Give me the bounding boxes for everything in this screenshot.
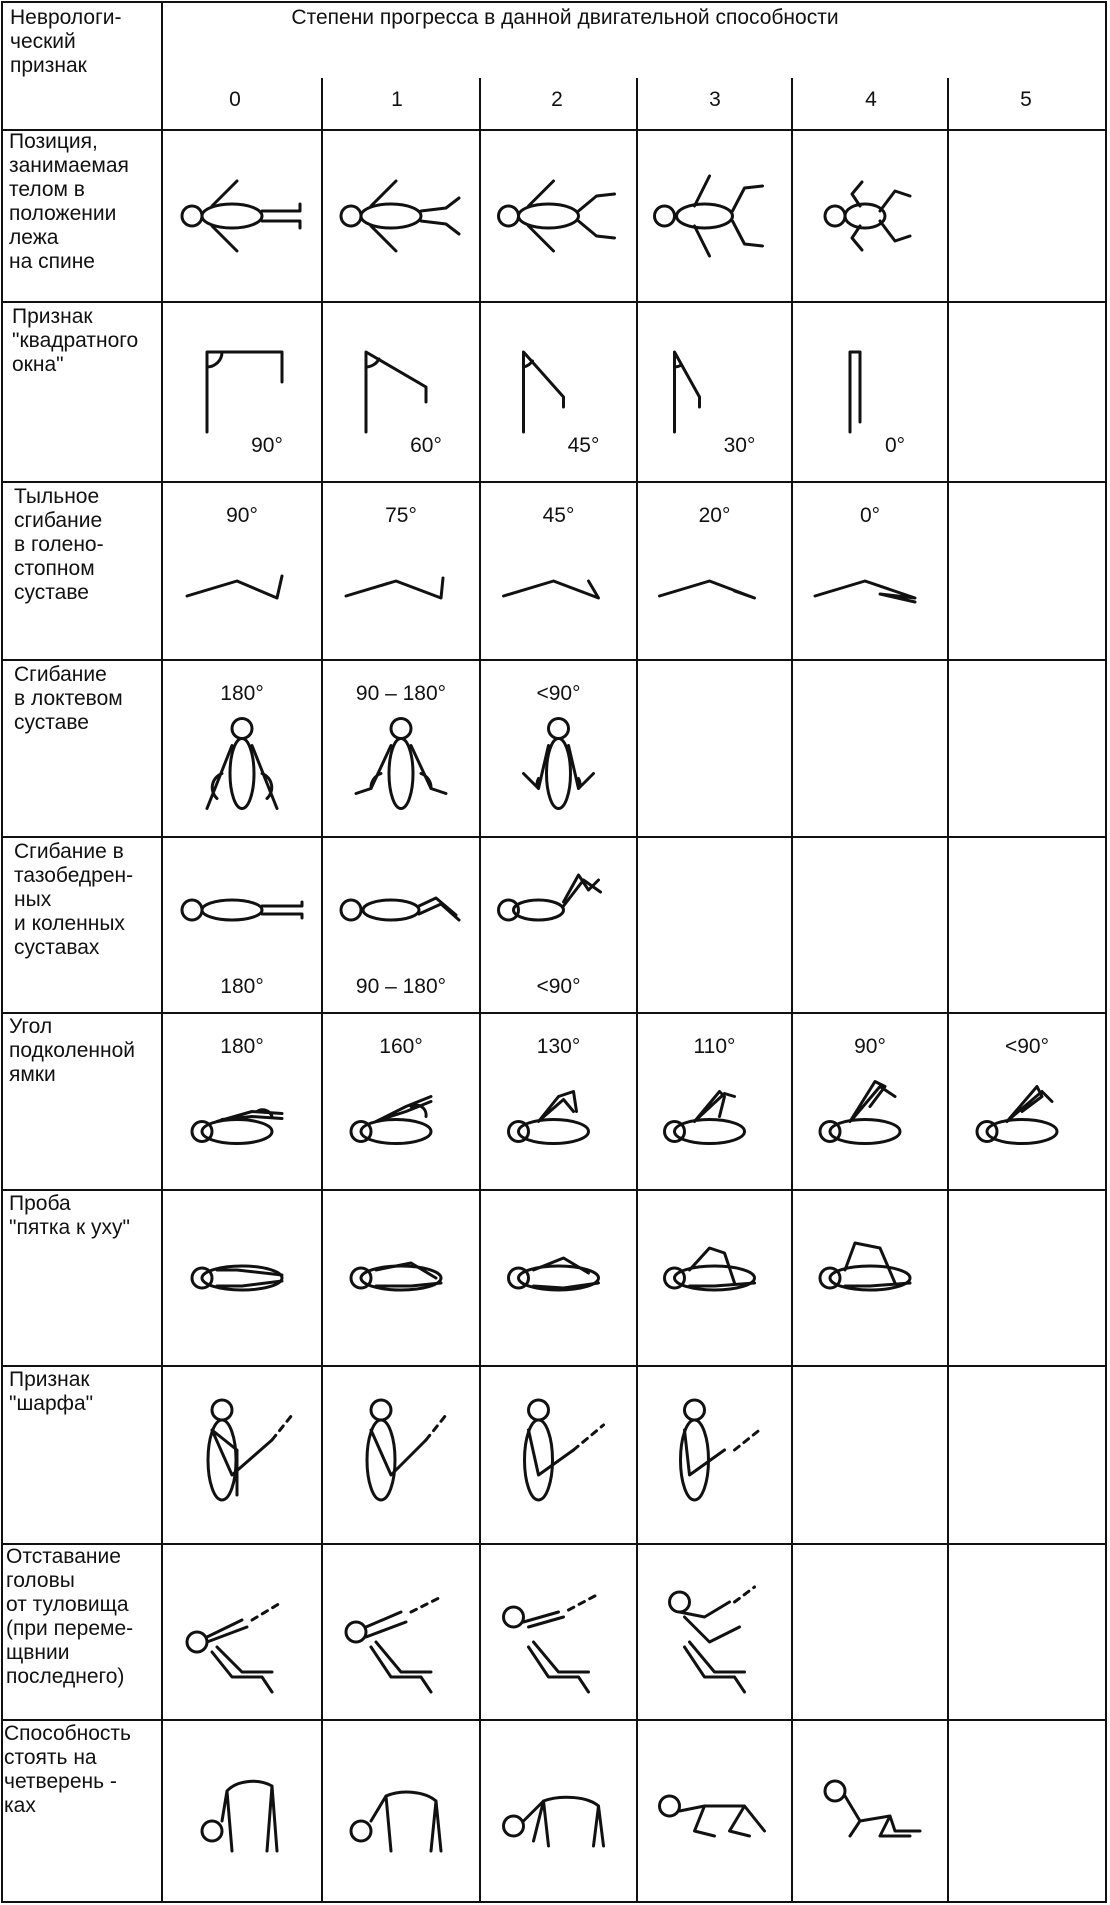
elbow-flexion-grade-1: 90 – 180° (355, 682, 447, 705)
all-fours-figure-1 (351, 1792, 441, 1851)
elbow-flexion-figure-1 (356, 719, 446, 809)
row-label-scarf-sign: Признак "шарфа" (9, 1368, 94, 1415)
ankle-dorsiflexion-grade-1: 75° (385, 504, 417, 527)
supine-posture-figure-2 (499, 181, 615, 251)
ankle-dorsiflexion-grade-3: 20° (698, 504, 731, 527)
heel-to-ear-figure-4 (820, 1243, 910, 1290)
column-number-5: 5 (1020, 88, 1032, 111)
popliteal-angle-figure-1 (351, 1097, 431, 1144)
popliteal-angle-grade-0: 180° (220, 1035, 264, 1058)
heel-to-ear-figure-0 (192, 1266, 282, 1290)
popliteal-angle-figure-5 (977, 1087, 1057, 1144)
square-window-figure-2 (524, 352, 564, 432)
header-sign-label: Неврологи- ческий признак (10, 6, 122, 77)
column-number-2: 2 (551, 88, 563, 111)
row-label-head-lag: Отставание головы от туловища (при переме- щвнии последнего) (6, 1545, 134, 1688)
hip-knee-flexion-grade-0: 180° (220, 975, 264, 998)
scarf-sign-figure-0 (208, 1400, 292, 1500)
table-grid (2, 2, 1106, 1902)
popliteal-angle-grade-4: 90° (854, 1035, 886, 1058)
ankle-dorsiflexion-grade-2: 45° (542, 504, 575, 527)
popliteal-angle-figure-3 (665, 1092, 745, 1144)
hip-knee-flexion-figure-0 (182, 900, 302, 920)
all-fours-figure-3 (660, 1796, 765, 1836)
ankle-dorsiflexion-figure-2 (504, 581, 599, 598)
elbow-flexion-figure-2 (524, 719, 594, 809)
square-window-grade-2: 45° (567, 434, 600, 457)
ankle-dorsiflexion-figure-1 (346, 578, 443, 598)
supine-posture-figure-1 (341, 181, 459, 251)
elbow-flexion-grade-2: <90° (536, 682, 581, 705)
popliteal-angle-grade-1: 160° (379, 1035, 423, 1058)
popliteal-angle-figure-0 (192, 1110, 282, 1144)
row-label-elbow-flexion: Сгибание в локтевом суставе (14, 663, 123, 734)
row-label-hip-knee-flexion: Сгибание в тазобедрен- ных и коленных суставах (14, 840, 134, 959)
row-label-supine-posture: Позиция, занимаемая телом в положении лежа на спине (9, 130, 129, 273)
square-window-grade-1: 60° (410, 434, 442, 457)
hip-knee-flexion-figure-1 (341, 898, 459, 920)
scarf-sign-figure-1 (367, 1400, 446, 1500)
ankle-dorsiflexion-grade-4: 0° (859, 504, 881, 527)
row-label-heel-to-ear: Проба "пятка к уху" (9, 1192, 130, 1239)
table-border (2, 2, 1106, 1902)
square-window-figure-4 (850, 352, 860, 432)
ankle-dorsiflexion-figure-3 (660, 581, 755, 598)
elbow-flexion-grade-0: 180° (220, 682, 264, 705)
scarf-sign-figure-2 (525, 1400, 604, 1500)
popliteal-angle-grade-2: 130° (536, 1035, 581, 1058)
heel-to-ear-figure-3 (665, 1248, 755, 1290)
head-lag-figure-1 (346, 1597, 441, 1692)
column-number-4: 4 (865, 88, 877, 111)
head-lag-figure-2 (504, 1594, 599, 1692)
popliteal-angle-figure-2 (509, 1092, 589, 1144)
supine-posture-figure-4 (825, 182, 910, 250)
square-window-figure-1 (366, 352, 426, 432)
row-label-ankle-dorsiflexion: Тыльное сгибание в голено- стопном суставе (14, 485, 104, 604)
square-window-grade-3: 30° (723, 434, 756, 457)
hip-knee-flexion-grade-1: 90 – 180° (355, 975, 447, 998)
all-fours-figure-4 (825, 1781, 920, 1836)
square-window-figure-0 (207, 352, 282, 432)
popliteal-angle-figure-4 (820, 1082, 900, 1144)
all-fours-figure-2 (504, 1797, 604, 1846)
hip-knee-flexion-grade-2: <90° (536, 975, 581, 998)
column-number-1: 1 (391, 88, 403, 111)
heel-to-ear-figure-1 (351, 1263, 441, 1290)
ankle-dorsiflexion-grade-0: 90° (226, 504, 258, 527)
scarf-sign-figure-3 (681, 1400, 760, 1500)
square-window-grade-4: 0° (884, 434, 906, 457)
column-number-0: 0 (229, 88, 241, 111)
square-window-figure-3 (675, 352, 700, 432)
row-label-square-window: Признак "квадратного окна" (12, 305, 139, 376)
row-label-popliteal-angle: Угол подколенной ямки (9, 1015, 136, 1086)
ankle-dorsiflexion-figure-0 (187, 576, 282, 598)
all-fours-figure-0 (202, 1781, 277, 1851)
elbow-flexion-figure-0 (207, 719, 277, 809)
head-lag-figure-0 (187, 1602, 282, 1692)
square-window-grade-0: 90° (251, 434, 283, 457)
row-label-all-fours: Способность стоять на четверень - ках (4, 1722, 131, 1817)
grades-layer (220, 434, 1049, 1058)
popliteal-angle-grade-5: <90° (1004, 1035, 1050, 1058)
ankle-dorsiflexion-figure-4 (815, 581, 915, 602)
heel-to-ear-figure-2 (509, 1258, 599, 1290)
popliteal-angle-grade-3: 110° (693, 1035, 736, 1058)
head-lag-figure-3 (670, 1587, 755, 1692)
supine-posture-figure-3 (655, 176, 763, 256)
supine-posture-figure-0 (182, 181, 300, 251)
hip-knee-flexion-figure-2 (499, 875, 601, 920)
column-number-3: 3 (709, 88, 721, 111)
header-title: Степени прогресса в данной двигательной способности (291, 6, 839, 29)
